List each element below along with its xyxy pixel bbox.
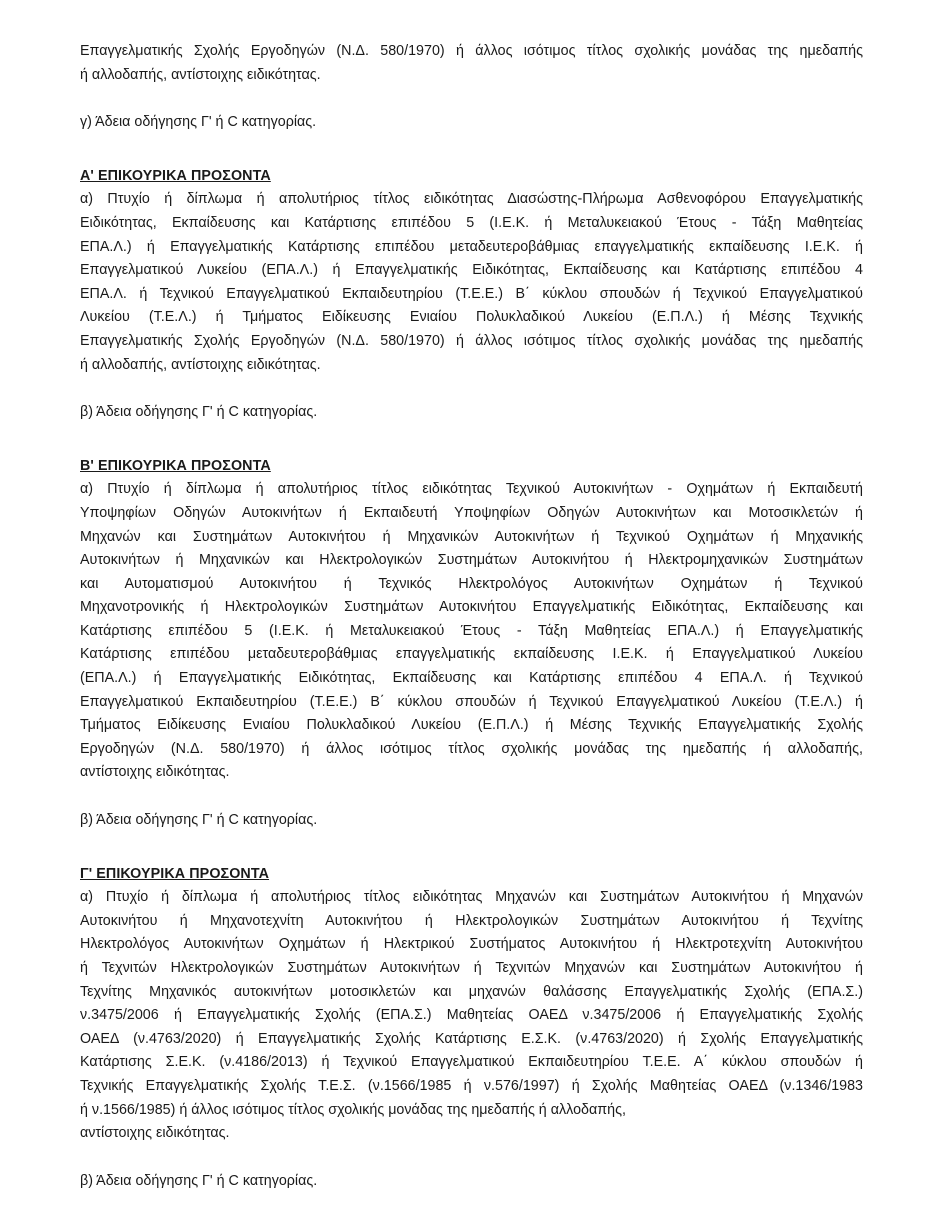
text-line: Επαγγελματικού Εκπαιδευτηρίου (Τ.Ε.Ε.) Β΄ κύκλου σπουδών ή Τεχνικού Επαγγελματικού Λυκείου (Τ.Ε.Λ.) ή xyxy=(80,693,863,710)
text-line: ή αλλοδαπής, αντίστοιχης ειδικότητας. xyxy=(80,66,321,83)
section-a-paragraph xyxy=(80,188,863,377)
license-requirement: γ) Άδεια οδήγησης Γ' ή C κατηγορίας. xyxy=(80,114,317,131)
text-line: Ηλεκτρολόγος Αυτοκινήτων Οχημάτων ή Ηλεκτρικού Συστήματος Αυτοκινήτου ή Ηλεκτροτεχνίτη Αυτοκινήτου xyxy=(80,936,863,953)
text-line: (ΕΠΑ.Λ.) ή Επαγγελματικής Ειδικότητας, Εκπαίδευσης και Κατάρτισης επιπέδου 4 ΕΠΑ.Λ. ή Τεχνικού xyxy=(80,670,863,687)
intro-paragraph xyxy=(80,40,863,87)
text-line: Τεχνίτης Μηχανικός αυτοκινήτων μοτοσικλετών και μηχανών θαλάσσης Επαγγελματικής Σχολής (ΕΠΑ.Σ.) xyxy=(80,983,863,1000)
text-line: Υποψηφίων Οδηγών Αυτοκινήτων ή Εκπαιδευτή Υποψηφίων Οδηγών Αυτοκινήτων και Μοτοσικλετών ή xyxy=(80,504,863,521)
text-line: ΕΠΑ.Λ.) ή Επαγγελματικής Κατάρτισης επιπέδου μεταδευτεροβάθμιας επαγγελματικής εκπαίδευσης Ι.Ε.Κ. ή xyxy=(80,238,863,255)
text-line: Κατάρτισης Σ.Ε.Κ. (ν.4186/2013) ή Τεχνικού Επαγγελματικού Εκπαιδευτηρίου Τ.Ε.Ε. Α΄ κύκλου σπουδών ή xyxy=(80,1054,863,1071)
license-requirement: β) Άδεια οδήγησης Γ' ή C κατηγορίας. xyxy=(80,404,318,421)
section-heading-c: Γ' ΕΠΙΚΟΥΡΙΚΑ ΠΡΟΣΟΝΤΑ xyxy=(80,865,270,882)
text-line: α) Πτυχίο ή δίπλωμα ή απολυτήριος τίτλος ειδικότητας Μηχανών και Συστημάτων Αυτοκινήτου ή Μηχανών xyxy=(80,889,863,906)
section-heading-a: Α' ΕΠΙΚΟΥΡΙΚΑ ΠΡΟΣΟΝΤΑ xyxy=(80,167,271,184)
text-line: Εργοδηγών (Ν.Δ. 580/1970) ή άλλος ισότιμος τίτλος σχολικής μονάδας της ημεδαπής ή αλλοδαπής, xyxy=(80,740,863,757)
text-line: α) Πτυχίο ή δίπλωμα ή απολυτήριος τίτλος ειδικότητας Διασώστης-Πλήρωμα Ασθενοφόρου Επαγγελματικής xyxy=(80,191,863,208)
text-line: ή αλλοδαπής, αντίστοιχης ειδικότητας. xyxy=(80,356,321,373)
text-line: α) Πτυχίο ή δίπλωμα ή απολυτήριος τίτλος ειδικότητας Τεχνικού Αυτοκινήτων - Οχημάτων ή Εκπαιδευτή xyxy=(80,481,863,498)
text-line: Αυτοκινήτου ή Μηχανοτεχνίτη Αυτοκινήτου ή Ηλεκτρολογικών Συστημάτων Αυτοκινήτου ή Τεχνίτης xyxy=(80,912,863,929)
text-line: ή ν.1566/1985) ή άλλος ισότιμος τίτλος σχολικής μονάδας της ημεδαπής ή αλλοδαπής, xyxy=(80,1101,626,1118)
license-requirement: β) Άδεια οδήγησης Γ' ή C κατηγορίας. xyxy=(80,1172,318,1189)
text-line: Επαγγελματικής Σχολής Εργοδηγών (Ν.Δ. 580/1970) ή άλλος ισότιμος τίτλος σχολικής μονάδας της ημεδαπής xyxy=(80,43,863,59)
text-line: Τμήματος Ειδίκευσης Ενιαίου Πολυκλαδικού Λυκείου (Ε.Π.Λ.) ή Μέσης Τεχνικής Επαγγελματικής Σχολής xyxy=(80,717,863,734)
text-line: Κατάρτισης επιπέδου 5 (Ι.Ε.Κ. ή Μεταλυκειακού Έτους - Τάξη Μαθητείας ΕΠΑ.Λ.) ή Επαγγελματικής xyxy=(80,622,863,639)
text-line: ΟΑΕΔ (ν.4763/2020) ή Επαγγελματικής Σχολής Κατάρτισης Ε.Σ.Κ. (ν.4763/2020) ή Σχολής Επαγγελματικής xyxy=(80,1030,863,1047)
text-line: Κατάρτισης επιπέδου μεταδευτεροβάθμιας επαγγελματικής εκπαίδευσης Ι.Ε.Κ. ή Επαγγελματικού Λυκείου xyxy=(80,646,863,663)
license-requirement: β) Άδεια οδήγησης Γ' ή C κατηγορίας. xyxy=(80,812,318,829)
text-line: αντίστοιχης ειδικότητας. xyxy=(80,764,230,781)
text-line: και Αυτοματισμού Αυτοκινήτου ή Τεχνικός Ηλεκτρολόγος Αυτοκινήτων Οχημάτων ή Τεχνικού xyxy=(80,575,863,592)
text-line: Τεχνικής Επαγγελματικής Σχολής Τ.Ε.Σ. (ν.1566/1985 ή ν.576/1997) ή Σχολής Μαθητείας ΟΑΕΔ (ν.1346/1983 xyxy=(80,1077,863,1094)
text-line: αντίστοιχης ειδικότητας. xyxy=(80,1125,230,1142)
text-line: ΕΠΑ.Λ. ή Τεχνικού Επαγγελματικού Εκπαιδευτηρίου (Τ.Ε.Ε.) Β΄ κύκλου σπουδών ή Τεχνικού Επαγγελματικού xyxy=(80,285,863,302)
text-line: Λυκείου (Τ.Ε.Λ.) ή Τμήματος Ειδίκευσης Ενιαίου Πολυκλαδικού Λυκείου (Ε.Π.Λ.) ή Μέσης Τεχνικής xyxy=(80,309,863,326)
section-b-paragraph xyxy=(80,478,863,785)
section-heading-b: Β' ΕΠΙΚΟΥΡΙΚΑ ΠΡΟΣΟΝΤΑ xyxy=(80,457,271,474)
text-line: Επαγγελματικής Σχολής Εργοδηγών (Ν.Δ. 580/1970) ή άλλος ισότιμος τίτλος σχολικής μονάδας της ημεδαπής xyxy=(80,332,863,349)
section-c-paragraph xyxy=(80,886,863,1146)
text-line: Μηχανοτρονικής ή Ηλεκτρολογικών Συστημάτων Αυτοκινήτου Επαγγελματικής Ειδικότητας, Εκπαίδευσης και xyxy=(80,599,863,616)
text-line: Μηχανών και Συστημάτων Αυτοκινήτου ή Μηχανικών Αυτοκινήτων ή Τεχνικού Οχημάτων ή Μηχανικής xyxy=(80,528,863,545)
text-line: ν.3475/2006 ή Επαγγελματικής Σχολής (ΕΠΑ.Σ.) Μαθητείας ΟΑΕΔ ν.3475/2006 ή Επαγγελματικής Σχολής xyxy=(80,1007,863,1024)
text-line: Επαγγελματικού Λυκείου (ΕΠΑ.Λ.) ή Επαγγελματικής Ειδικότητας, Εκπαίδευσης και Κατάρτισης επιπέδου 4 xyxy=(80,262,863,279)
text-line: Ειδικότητας, Εκπαίδευσης και Κατάρτισης επιπέδου 5 (Ι.Ε.Κ. ή Μεταλυκειακού Έτους - Τάξη Μαθητείας xyxy=(80,214,863,231)
text-line: ή Τεχνιτών Ηλεκτρολογικών Συστημάτων Αυτοκινήτων ή Τεχνιτών Μηχανών και Συστημάτων Αυτοκινήτου ή xyxy=(80,960,863,976)
text-line: Αυτοκινήτων ή Μηχανικών και Ηλεκτρολογικών Συστημάτων Αυτοκινήτου ή Ηλεκτρομηχανικών Συστημάτων xyxy=(80,552,863,569)
